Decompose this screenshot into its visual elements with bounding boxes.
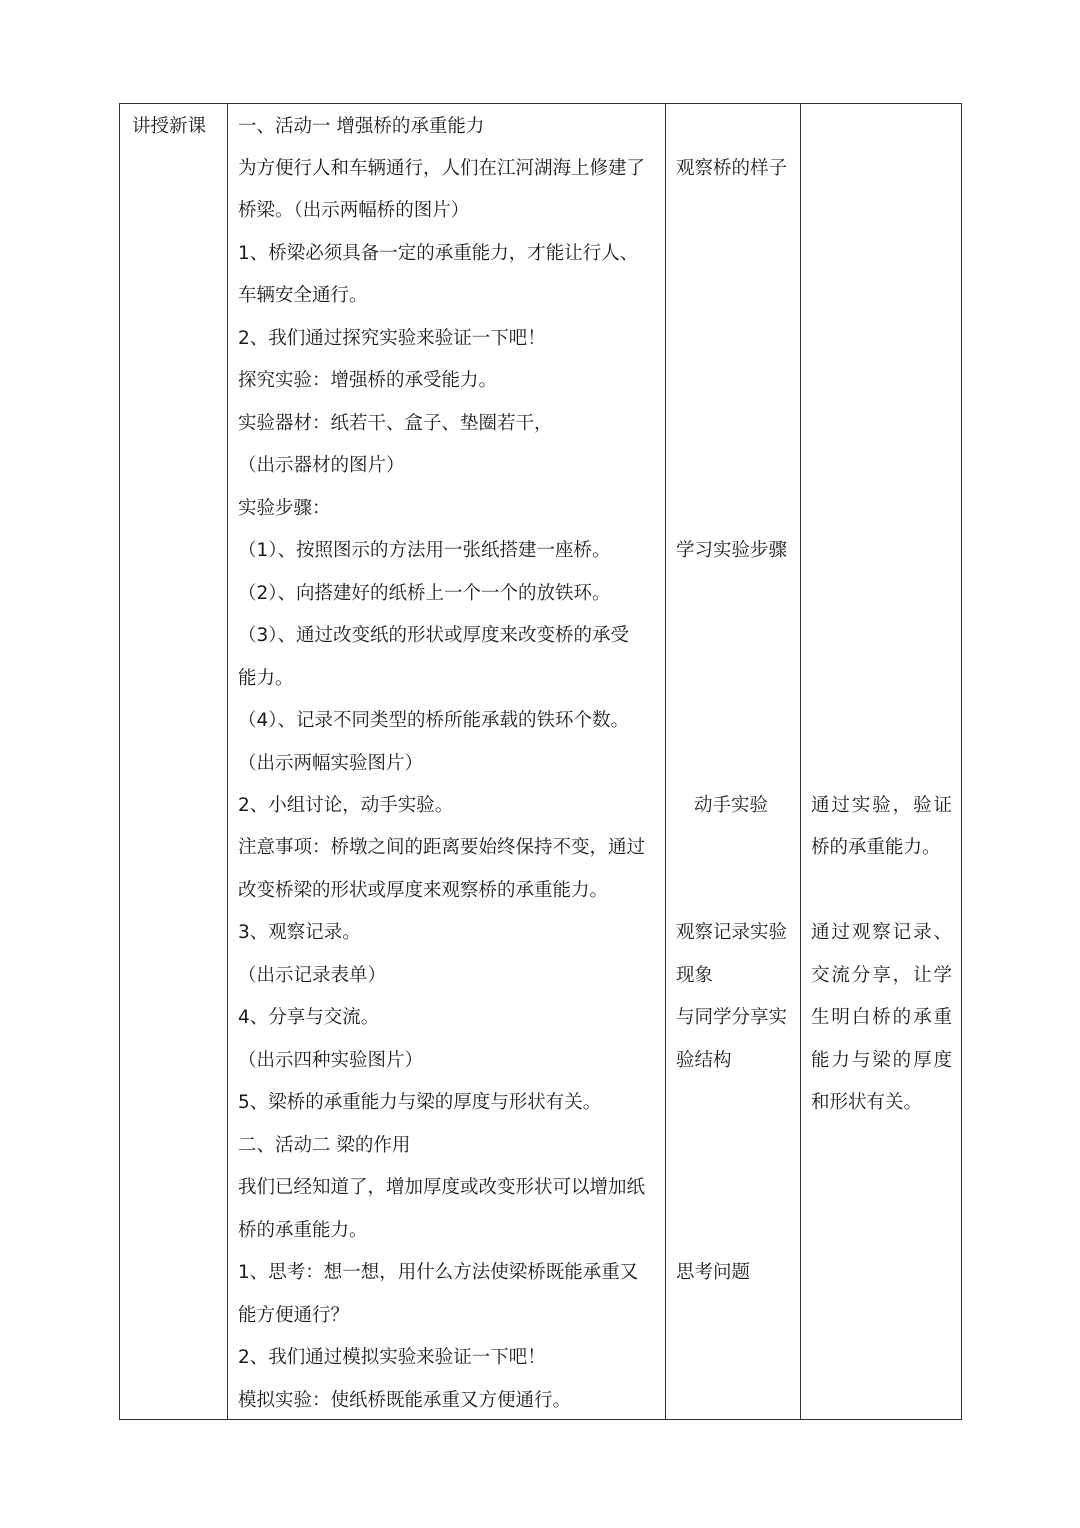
student-activity: 验结构 [676,1050,732,1071]
content-line: 实验步骤： [238,498,331,519]
stage-label: 讲授新课 [132,116,207,137]
design-intent: 桥的承重能力。 [811,837,941,858]
design-intent: 通过观察记录、 [811,922,952,943]
design-intent: 交流分享，让学 [811,965,952,986]
content-line: 我们已经知道了，增加厚度或改变形状可以增加纸 [238,1177,646,1198]
column-divider [800,104,801,1419]
design-intent: 能力与梁的厚度 [811,1050,952,1071]
content-line: 模拟实验：使纸桥既能承重又方便通行。 [238,1390,572,1411]
student-activity: 观察桥的样子 [676,158,788,179]
content-line: 1、思考：想一想，用什么方法使梁桥既能承重又 [238,1262,639,1283]
design-intent: 生明白桥的承重 [811,1007,952,1028]
content-line: 一、活动一 增强桥的承重能力 [238,116,485,137]
content-line: 桥的承重能力。 [238,1220,368,1241]
content-line: 为方便行人和车辆通行，人们在江河湖海上修建了 [238,158,646,179]
content-line: 能方便通行？ [238,1305,350,1326]
student-activity: 与同学分享实 [676,1007,788,1028]
content-line: 2、我们通过探究实验来验证一下吧！ [238,328,546,349]
student-activity: 动手实验 [694,795,769,816]
content-line: 2、小组讨论，动手实验。 [238,795,454,816]
content-line: （2）、向搭建好的纸桥上一个一个的放铁环。 [238,583,611,604]
content-line: 探究实验：增强桥的承受能力。 [238,370,498,391]
content-line: 1、桥梁必须具备一定的承重能力，才能让行人、 [238,243,639,264]
content-line: 2、我们通过模拟实验来验证一下吧！ [238,1347,546,1368]
student-activity: 思考问题 [676,1262,751,1283]
content-line: （出示记录表单） [238,965,387,986]
content-line: 桥梁。（出示两幅桥的图片） [238,200,470,221]
student-activity: 观察记录实验 [676,922,788,943]
column-divider [665,104,666,1419]
content-line: 能力。 [238,668,294,689]
student-activity: 学习实验步骤 [676,540,788,561]
design-intent: 和形状有关。 [811,1092,923,1113]
lesson-plan-table [119,103,962,1420]
column-divider [227,104,228,1419]
content-line: 注意事项：桥墩之间的距离要始终保持不变，通过 [238,837,646,858]
content-line: （出示两幅实验图片） [238,753,424,774]
content-line: （1）、按照图示的方法用一张纸搭建一座桥。 [238,540,611,561]
content-line: 二、活动二 梁的作用 [238,1135,411,1156]
content-line: 5、梁桥的承重能力与梁的厚度与形状有关。 [238,1092,602,1113]
design-intent: 通过实验，验证 [811,795,952,816]
student-activity: 现象 [676,965,714,986]
content-line: （4）、记录不同类型的桥所能承载的铁环个数。 [238,710,630,731]
content-line: 改变桥梁的形状或厚度来观察桥的承重能力。 [238,880,609,901]
content-line: 车辆安全通行。 [238,285,368,306]
content-line: 实验器材：纸若干、盒子、垫圈若干， [238,413,553,434]
content-line: 4、分享与交流。 [238,1007,380,1028]
content-line: （3）、通过改变纸的形状或厚度来改变桥的承受 [238,625,630,646]
content-line: （出示器材的图片） [238,455,405,476]
content-line: 3、观察记录。 [238,922,361,943]
content-line: （出示四种实验图片） [238,1050,424,1071]
